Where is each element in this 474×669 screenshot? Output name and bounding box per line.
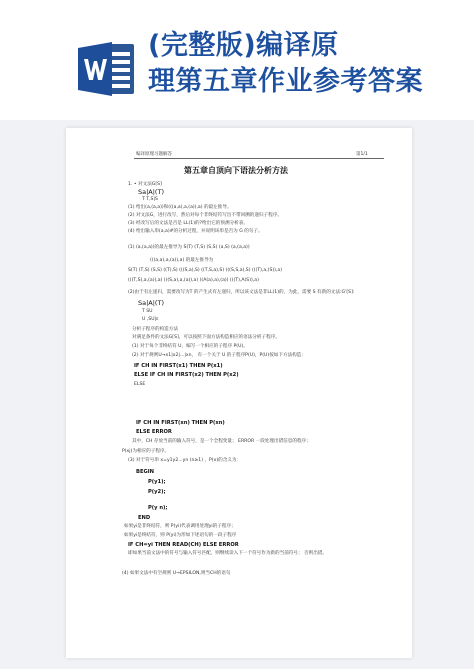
doc-line: T T,S|S — [142, 197, 158, 202]
doc-line: IF CH IN FIRST(x1) THEN P(x1) — [134, 363, 223, 369]
doc-line: U ,SU|ε — [142, 317, 159, 322]
doc-line: 对满足条件的文法G[S]，可以按照下面方法构造相应的语法分析子程序。 — [132, 335, 280, 340]
doc-line: (2)由于有左递归，需要改写为T 的产生式有左递归，所以该文法是非LL(1)的，为此，需要 S 有新的文法:G'[S]: — [128, 290, 355, 295]
doc-line: 分析子程序的构造方法 — [132, 327, 178, 332]
doc-line: (3) 对于符号串 x=y1y2...yn (n≥1) ，P(x)的含义为： — [128, 458, 242, 463]
doc-line: 其中，CH 存放当前的输入符号，是一个全程变量； ERROR 一段处理出错信息的程序； — [132, 439, 311, 444]
doc-line: (4) 给出输入串(a,a)#的分析过程，并说明该串是否为 G 的句子。 — [128, 229, 263, 234]
page-header-right: 第1/1 — [356, 152, 368, 157]
doc-line: (((T,S),a,(a)),a) (((S,a),a,(a)),a) ((A(a),a),(a)) (((T),A(S)),a) — [128, 278, 259, 283]
doc-line: (1) 对于每个非终结符 U，编写一个相应的子程序 P(U)。 — [132, 344, 248, 349]
doc-line: ELSE — [134, 382, 146, 387]
document-page — [66, 128, 412, 658]
doc-line: P(y n); — [148, 505, 168, 511]
doc-line: IF CH IN FIRST(xn) THEN P(xn) — [136, 420, 225, 426]
doc-line: IF CH=yi THEN READ(CH) ELSE ERROR — [128, 542, 239, 548]
doc-line: (1) (a,(a,a))的最左推导为 S(T) (T,S) (S,S) (a,S) (a,(a,a)) — [128, 245, 250, 250]
header-divider — [134, 158, 384, 159]
word-icon — [78, 40, 136, 98]
doc-line: (3) 经改写后的文法是否是 LL(1)的?给出它的预测分析表。 — [128, 221, 248, 226]
doc-line: BEGIN — [136, 469, 155, 475]
header-banner — [0, 0, 474, 120]
page-header-left: 编译原理习题解答 — [136, 152, 172, 157]
doc-line: P(y1); — [148, 479, 166, 485]
doc-line: Sa|A|(T) — [138, 299, 164, 307]
banner-title-line2: 理第五章作业参考答案 — [148, 66, 423, 97]
doc-line: 1. • 对文法G[S] — [128, 182, 162, 187]
banner-title — [148, 28, 470, 100]
doc-line: (2) 对文法G，进行改写，然后对每个非终结符写出不带回溯的递归子程序。 — [128, 213, 282, 218]
doc-line: P(y2); — [148, 489, 166, 495]
doc-line: (((a,a),a,(a)),a) 的最左推导为 — [150, 258, 214, 263]
doc-line: (1) 给出(a,(a,a))和(((a,a),a,(a)),a) 的最左推导。 — [128, 205, 232, 210]
doc-line: Sa|A|(T) — [138, 188, 164, 196]
document-title: 第五章自顶向下语法分析方法 — [184, 166, 288, 175]
doc-line: S(T) (T,S) (S,S) ((T),S) (((S,a),S) ((T,S,a),S) (((S,S,a),S) (((T),a,(S)),a) — [128, 268, 283, 273]
doc-line: 如果yi是终结符，则 P(yi)为形如下述语句的一段子程序 — [124, 533, 237, 538]
doc-line: END — [138, 515, 151, 521]
doc-line: T SU — [142, 309, 153, 314]
doc-line: 如果yi是非终结符，则 P(yi)代表调用处理yi的子程序； — [124, 524, 236, 529]
doc-line: ELSE ERROR — [136, 429, 172, 435]
doc-line: 即如果当前文法中的符号与输入符号匹配，则继续读入下一个符号作为新的当前符号； 否则出错。 — [128, 551, 327, 556]
banner-title-line1: (完整版)编译原 — [148, 30, 339, 61]
doc-line: (4) 如果文法中有空规则 U→EPSILON,则当CH的语句 — [122, 571, 231, 576]
doc-line: ELSE IF CH IN FIRST(x2) THEN P(x2) — [134, 372, 239, 378]
doc-line: (2) 对于规则U→x1|x2|...|xn， 有一个关于 U 的子程序P(U)，P(U)按如下方法构造： — [132, 353, 306, 358]
doc-line: P(xj)为相应的子程序。 — [122, 449, 170, 454]
